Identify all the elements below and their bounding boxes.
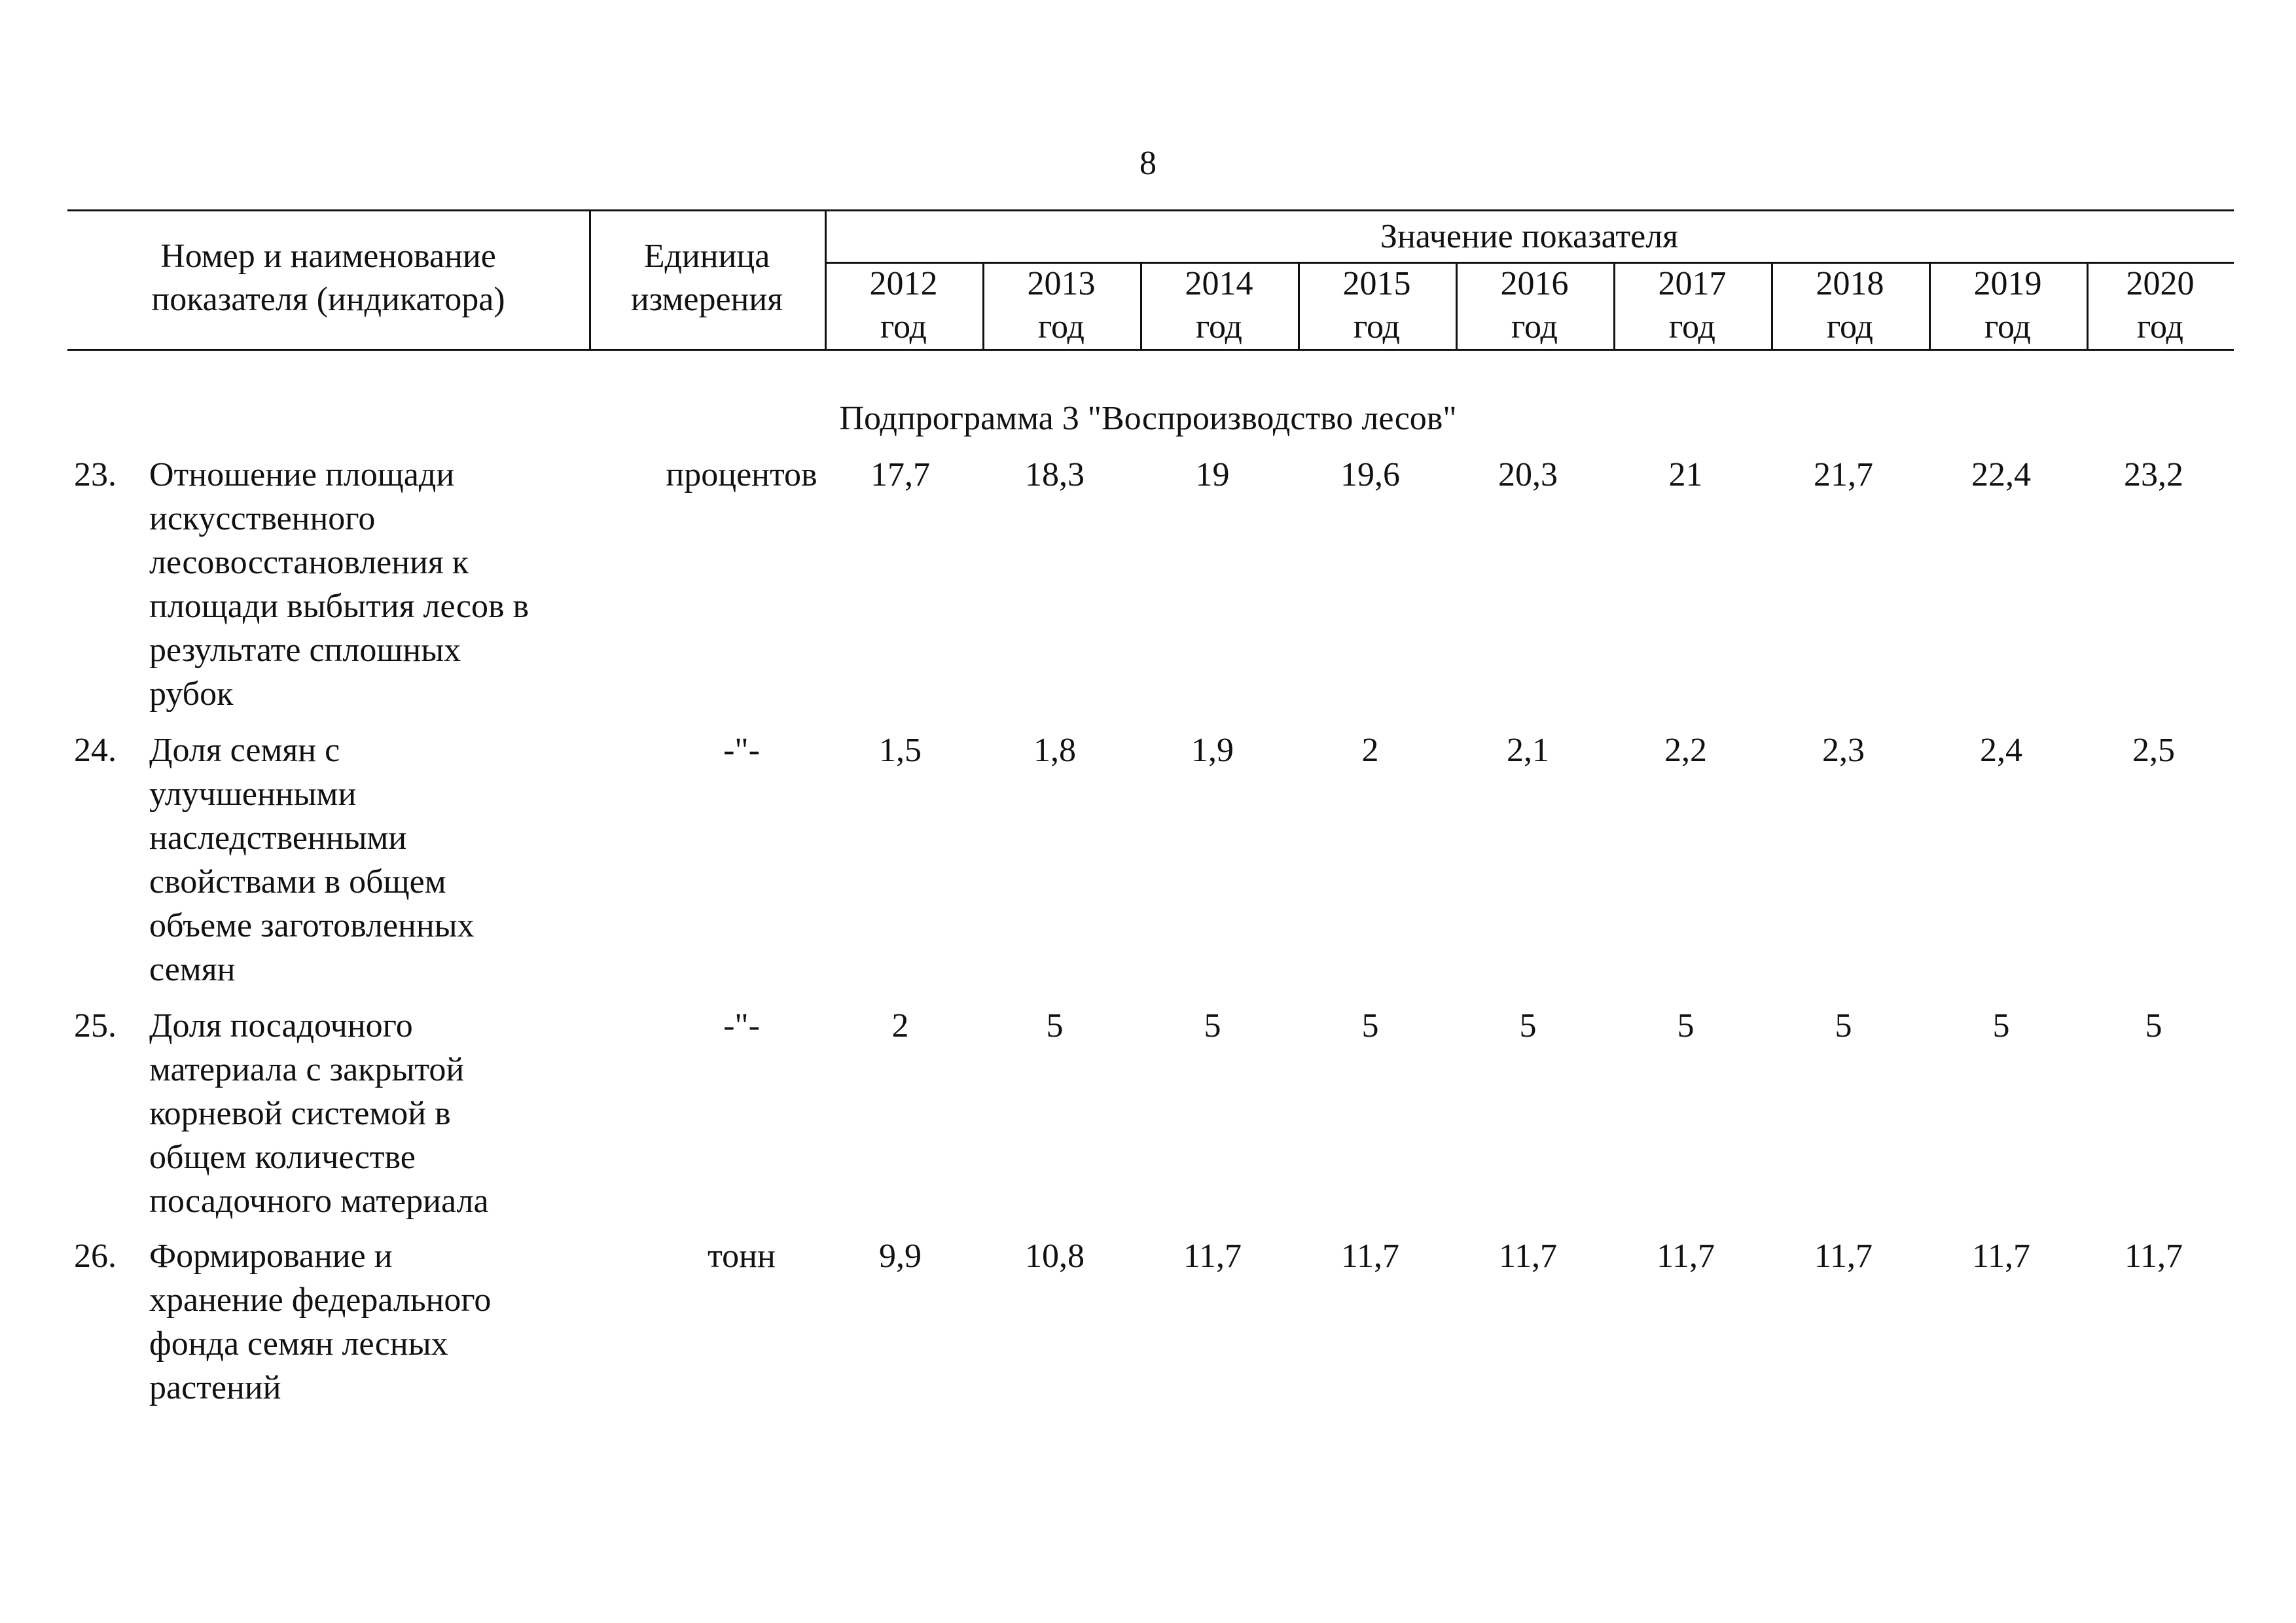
table-header	[67, 209, 2234, 351]
row-value-2012: 1,5	[879, 732, 922, 769]
header-year-2018: 2018 год	[1816, 265, 1884, 346]
header-unit-line: измерения	[630, 281, 783, 318]
row-value-2016: 11,7	[1498, 1238, 1558, 1275]
row-number: 25.	[74, 1007, 117, 1044]
row-value-2015: 11,7	[1340, 1238, 1400, 1275]
row-unit: тонн	[708, 1238, 776, 1275]
header-unit-column	[589, 235, 825, 321]
row-value-2019: 5	[1992, 1007, 2010, 1044]
row-number: 24.	[74, 732, 117, 769]
row-value-2019: 2,4	[1980, 732, 2022, 769]
header-year-2012: 2012 год	[869, 265, 938, 346]
row-value-2014: 11,7	[1183, 1238, 1242, 1275]
row-value-2020: 5	[2145, 1007, 2162, 1044]
row-value-2019: 11,7	[1971, 1238, 2031, 1275]
header-year-2013: 2013 год	[1027, 265, 1096, 346]
row-value-2013: 5	[1046, 1007, 1064, 1044]
page-number: 8	[1139, 145, 1157, 182]
header-name-line: Номер и наименование	[160, 238, 496, 275]
header-year-2017: 2017 год	[1658, 265, 1727, 346]
row-indicator-name: Формирование и хранение федерального фонда семян лесных растений	[149, 1238, 492, 1406]
row-value-2012: 9,9	[879, 1238, 922, 1275]
row-value-2012: 2	[891, 1007, 909, 1044]
header-year-2016: 2016 год	[1500, 265, 1569, 346]
row-indicator-name: Доля семян с улучшенными наследственными свойствами в общем объеме заготовленных семян	[149, 732, 475, 988]
header-year-2015: 2015 год	[1342, 265, 1411, 346]
row-number: 26.	[74, 1238, 117, 1275]
row-value-2018: 5	[1835, 1007, 1852, 1044]
row-value-2014: 5	[1204, 1007, 1221, 1044]
header-year-2020: 2020 год	[2126, 265, 2195, 346]
row-value-2015: 19,6	[1340, 456, 1400, 493]
row-unit: -"-	[723, 1007, 760, 1044]
row-unit: -"-	[723, 732, 760, 769]
row-value-2015: 2	[1361, 732, 1379, 769]
row-indicator-name: Доля посадочного материала с закрытой корневой системой в общем количестве посадочного материала	[149, 1007, 489, 1220]
row-value-2013: 1,8	[1033, 732, 1076, 769]
row-number: 23.	[74, 456, 117, 493]
row-value-2015: 5	[1361, 1007, 1379, 1044]
row-value-2016: 5	[1519, 1007, 1537, 1044]
row-value-2018: 11,7	[1814, 1238, 1873, 1275]
header-name-line: показателя (индикатора)	[151, 281, 505, 318]
row-value-2017: 21	[1668, 456, 1703, 493]
row-value-2018: 21,7	[1814, 456, 1873, 493]
row-value-2018: 2,3	[1822, 732, 1865, 769]
row-value-2019: 22,4	[1971, 456, 2031, 493]
header-year-2019: 2019 год	[1973, 265, 2042, 346]
header-name-column	[67, 235, 589, 321]
row-value-2020: 2,5	[2132, 732, 2175, 769]
row-value-2017: 2,2	[1664, 732, 1707, 769]
header-unit-line: Единица	[643, 238, 770, 275]
header-year-2014: 2014 год	[1185, 265, 1253, 346]
row-value-2014: 1,9	[1191, 732, 1234, 769]
row-value-2020: 23,2	[2124, 456, 2183, 493]
row-value-2013: 18,3	[1025, 456, 1085, 493]
row-value-2020: 11,7	[2124, 1238, 2183, 1275]
subprogram-title: Подпрограмма 3 "Воспроизводство лесов"	[839, 400, 1457, 437]
row-value-2016: 20,3	[1498, 456, 1558, 493]
row-unit: процентов	[666, 456, 817, 493]
header-values-group: Значение показателя	[1380, 218, 1679, 255]
row-value-2012: 17,7	[870, 456, 930, 493]
row-value-2017: 11,7	[1656, 1238, 1715, 1275]
row-indicator-name: Отношение площади искусственного лесовосстановления к площади выбытия лесов в результате сплошных рубок	[149, 456, 529, 713]
row-value-2016: 2,1	[1507, 732, 1549, 769]
row-value-2017: 5	[1677, 1007, 1695, 1044]
row-value-2014: 19	[1195, 456, 1230, 493]
row-value-2013: 10,8	[1025, 1238, 1085, 1275]
